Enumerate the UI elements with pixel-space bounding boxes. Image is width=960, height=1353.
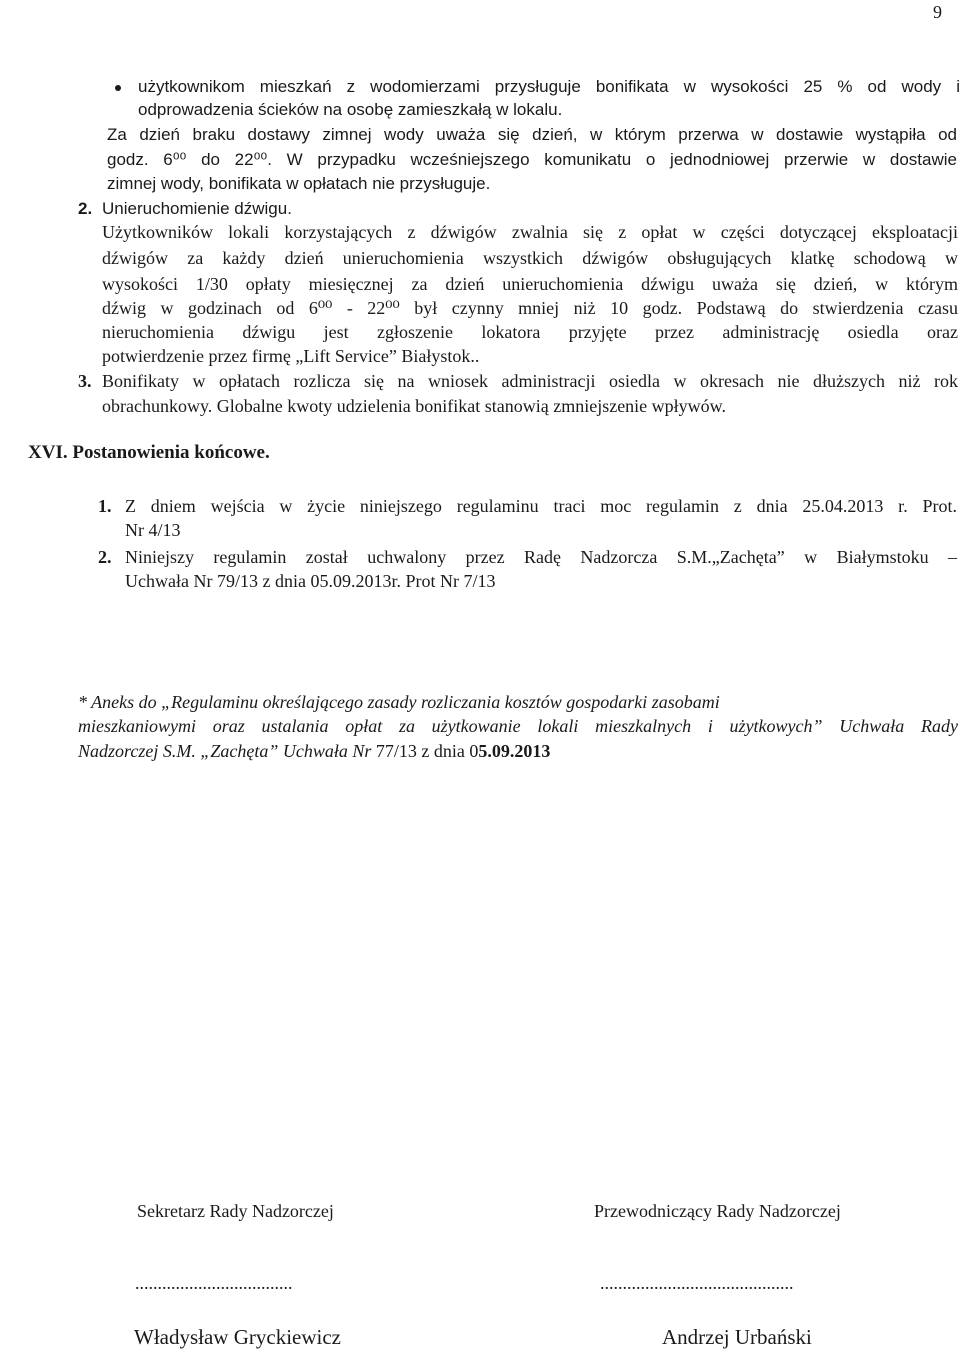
annex-line: * Aneks do „Regulaminu określającego zasady rozliczania kosztów gospodarki zasobami [78, 692, 720, 712]
signature-right-name: Andrzej Urbański [662, 1325, 812, 1349]
annex-plain-part: 77/13 z dnia 0 [375, 741, 479, 761]
page-number: 9 [933, 2, 942, 22]
paragraph-line: nieruchomienia dźwigu jest zgłoszenie lokatora przyjęte przez administrację osiedla oraz [102, 322, 958, 342]
paragraph-line: Za dzień braku dostawy zimnej wody uważa się dzień, w którym przerwa w dostawie wystąpiła od [107, 125, 957, 144]
annex-line: mieszkaniowymi oraz ustalania opłat za użytkowanie lokali mieszkalnych i użytkowych” Uchwała Rady [78, 716, 958, 736]
annex-bold-part: 5.09.2013 [478, 741, 551, 761]
paragraph-line: obrachunkowy. Globalne kwoty udzielenia bonifikat stanowią zmniejszenie wpływów. [102, 396, 726, 416]
paragraph-line: Nr 4/13 [125, 520, 181, 540]
paragraph-line: wysokości 1/30 opłaty miesięcznej za dzień unieruchomienia dźwigu uważa się dzień, w którym [102, 274, 958, 294]
paragraph-line: potwierdzenie przez firmę „Lift Service” Białystok.. [102, 346, 480, 366]
paragraph-line: Użytkowników lokali korzystających z dźwigów zwalnia się z opłat w części dotyczącej eksploatacji [102, 222, 958, 242]
paragraph-line: godz. 6⁰⁰ do 22⁰⁰. W przypadku wcześniejszego komunikatu o jednodniowej przerwie w dostawie [107, 150, 957, 169]
bullet-line: użytkownikom mieszkań z wodomierzami przysługuje bonifikata w wysokości 25 % od wody i [138, 77, 960, 96]
paragraph-line: zimnej wody, bonifikata w opłatach nie przysługuje. [107, 174, 491, 193]
item-number: 2. [98, 547, 112, 567]
section-heading: XVI. Postanowienia końcowe. [28, 442, 270, 463]
item-heading: Unieruchomienie dźwigu. [102, 199, 292, 218]
paragraph-line: Uchwała Nr 79/13 z dnia 05.09.2013r. Prot Nr 7/13 [125, 571, 496, 591]
bullet-icon [115, 85, 121, 91]
bullet-line: odprowadzenia ścieków na osobę zamieszkałą w lokalu. [138, 100, 563, 119]
paragraph-line: dźwigów za każdy dzień unieruchomienia wszystkich dźwigów obsługujących klatkę schodową w [102, 248, 958, 268]
paragraph-line: Bonifikaty w opłatach rozlicza się na wniosek administracji osiedla w okresach nie dłuższych niż rok [102, 371, 958, 391]
paragraph-line: Z dniem wejścia w życie niniejszego regulaminu traci moc regulamin z dnia 25.04.2013 r. Prot. [125, 496, 957, 516]
paragraph-line: dźwig w godzinach od 6⁰⁰ - 22⁰⁰ był czynny mniej niż 10 godz. Podstawą do stwierdzenia czasu [102, 298, 958, 318]
annex-line [78, 739, 550, 763]
signature-left-dots: ................................... [135, 1273, 293, 1293]
signature-left-name: Władysław Gryckiewicz [134, 1325, 341, 1349]
item-number: 2. [78, 199, 93, 218]
annex-italic-part: Nadzorczej S.M. „Zachęta” Uchwała Nr [78, 741, 376, 761]
paragraph-line: Niniejszy regulamin został uchwalony przez Radę Nadzorcza S.M.„Zachęta” w Białymstoku – [125, 547, 957, 567]
signature-right-dots: ........................................... [600, 1273, 794, 1293]
item-number: 3. [78, 371, 92, 391]
item-number: 1. [98, 496, 112, 516]
signature-left-title: Sekretarz Rady Nadzorczej [137, 1201, 334, 1221]
signature-right-title: Przewodniczący Rady Nadzorczej [594, 1201, 841, 1221]
